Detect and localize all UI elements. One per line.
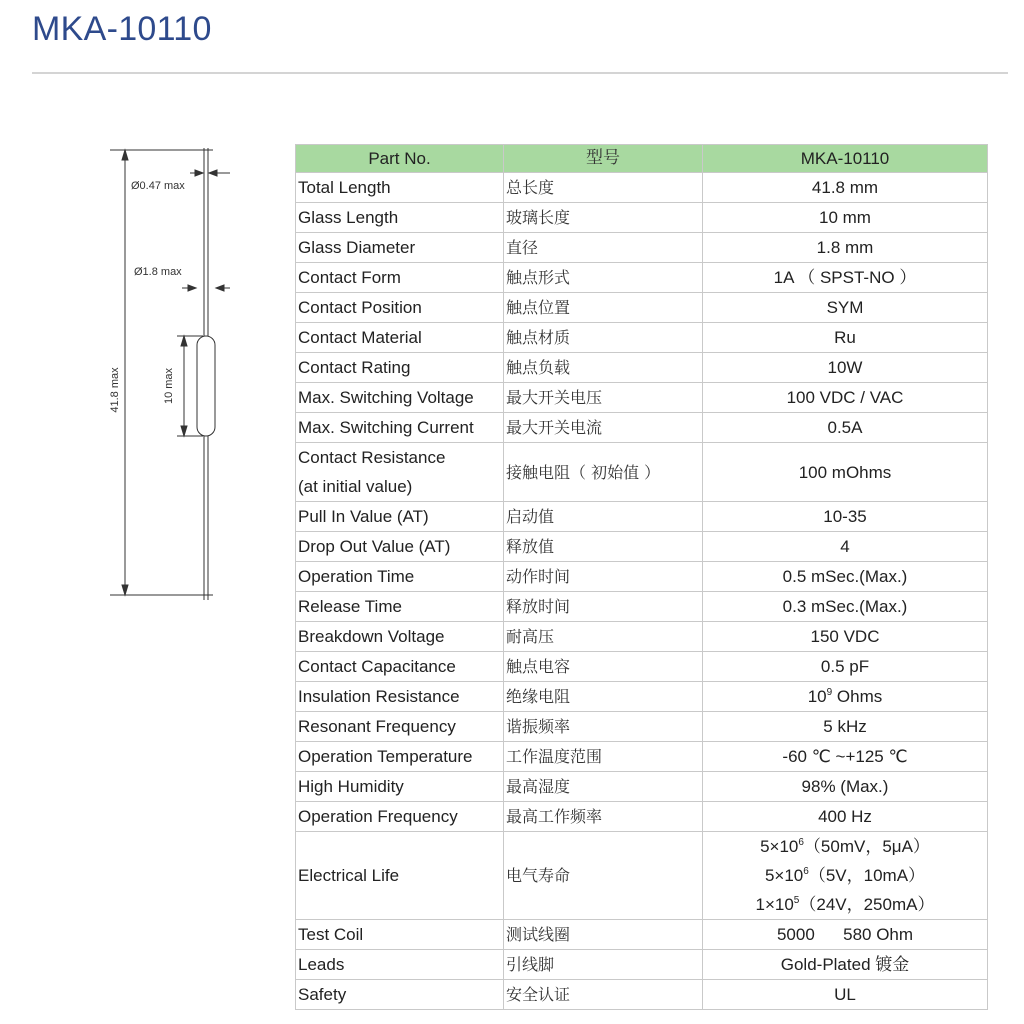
spec-value: 5 kHz <box>703 712 988 742</box>
spec-value: 400 Hz <box>703 802 988 832</box>
reed-switch-diagram <box>100 140 250 610</box>
header-model-value: MKA-10110 <box>703 145 988 173</box>
spec-label: Operation Time <box>296 562 504 592</box>
spec-value <box>703 832 988 920</box>
spec-value: 41.8 mm <box>703 173 988 203</box>
header-part-no: Part No. <box>296 145 504 173</box>
table-row <box>296 592 988 622</box>
spec-value: 0.3 mSec.(Max.) <box>703 592 988 622</box>
spec-label-cn: 触点位置 <box>504 293 703 323</box>
value-base: 5×10 <box>764 866 804 885</box>
spec-label: Max. Switching Current <box>296 413 504 443</box>
spec-value-line <box>705 861 985 890</box>
table-row <box>296 622 988 652</box>
table-row <box>296 353 988 383</box>
spec-value: UL <box>703 980 988 1010</box>
spec-value: 1.8 mm <box>703 233 988 263</box>
glass-body <box>197 336 215 436</box>
spec-label-cn: 触点负载 <box>504 353 703 383</box>
spec-label: Test Coil <box>296 920 504 950</box>
table-row <box>296 203 988 233</box>
value-exponent: 5 <box>793 895 800 906</box>
spec-value: 0.5 pF <box>703 652 988 682</box>
spec-label-cn: 最大开关电流 <box>504 413 703 443</box>
table-row <box>296 233 988 263</box>
spec-value: SYM <box>703 293 988 323</box>
spec-label: Insulation Resistance <box>296 682 504 712</box>
spec-label-cn: 绝缘电阻 <box>504 682 703 712</box>
spec-label-cn: 电气寿命 <box>504 832 703 920</box>
spec-label: Safety <box>296 980 504 1010</box>
value-condition: （5V，10mA） <box>808 866 926 885</box>
table-row <box>296 293 988 323</box>
spec-value: 10W <box>703 353 988 383</box>
spec-label-cn: 释放值 <box>504 532 703 562</box>
spec-label-cn: 引线脚 <box>504 950 703 980</box>
spec-value: 5000 580 Ohm <box>703 920 988 950</box>
spec-value: 0.5 mSec.(Max.) <box>703 562 988 592</box>
value-base: 1×10 <box>755 895 794 914</box>
table-row <box>296 742 988 772</box>
spec-value: 98% (Max.) <box>703 772 988 802</box>
header-model-cn: 型号 <box>504 145 703 173</box>
spec-label-cn: 谐振频率 <box>504 712 703 742</box>
spec-label-cn: 总长度 <box>504 173 703 203</box>
table-row <box>296 920 988 950</box>
value-condition: （50mV，5μA） <box>803 837 930 856</box>
spec-label: High Humidity <box>296 772 504 802</box>
spec-label-cn: 最高湿度 <box>504 772 703 802</box>
table-row <box>296 772 988 802</box>
spec-value: Ru <box>703 323 988 353</box>
spec-label-cn: 接触电阻（ 初始值 ） <box>504 443 703 502</box>
value-unit: Ohms <box>832 687 883 706</box>
title-divider <box>32 72 1008 74</box>
spec-value: 10 mm <box>703 203 988 233</box>
spec-value: 4 <box>703 532 988 562</box>
spec-label: Release Time <box>296 592 504 622</box>
spec-value-line <box>705 832 985 861</box>
spec-label-cn: 启动值 <box>504 502 703 532</box>
spec-value <box>703 682 988 712</box>
table-row <box>296 173 988 203</box>
table-row <box>296 562 988 592</box>
spec-label-cn: 最高工作频率 <box>504 802 703 832</box>
table-row <box>296 682 988 712</box>
spec-label-cn: 玻璃长度 <box>504 203 703 233</box>
table-row <box>296 980 988 1010</box>
spec-value-line <box>705 890 985 919</box>
page-title: MKA-10110 <box>32 10 212 48</box>
spec-label: Glass Diameter <box>296 233 504 263</box>
spec-label <box>296 443 504 502</box>
spec-value: -60 ℃ ~+125 ℃ <box>703 742 988 772</box>
lead-diameter-label: Ø0.47 max <box>131 180 185 192</box>
table-row <box>296 323 988 353</box>
spec-label-cn: 耐高压 <box>504 622 703 652</box>
table-row <box>296 802 988 832</box>
spec-label: Contact Rating <box>296 353 504 383</box>
spec-value: 0.5A <box>703 413 988 443</box>
table-row <box>296 263 988 293</box>
spec-label-cn: 最大开关电压 <box>504 383 703 413</box>
table-header-row <box>296 145 988 173</box>
spec-label: Resonant Frequency <box>296 712 504 742</box>
spec-value: 1A （ SPST-NO ） <box>703 263 988 293</box>
spec-label: Total Length <box>296 173 504 203</box>
spec-label: Pull In Value (AT) <box>296 502 504 532</box>
value-exponent: 6 <box>803 866 809 877</box>
spec-label: Breakdown Voltage <box>296 622 504 652</box>
table-row <box>296 443 988 502</box>
spec-label-cn: 触点材质 <box>504 323 703 353</box>
spec-label: Operation Frequency <box>296 802 504 832</box>
spec-label-line: Contact Resistance <box>298 448 446 467</box>
spec-label-cn: 释放时间 <box>504 592 703 622</box>
spec-label: Contact Capacitance <box>296 652 504 682</box>
spec-value: Gold-Plated 镀金 <box>703 950 988 980</box>
spec-label-cn: 触点电容 <box>504 652 703 682</box>
table-row <box>296 532 988 562</box>
spec-label: Contact Material <box>296 323 504 353</box>
table-row <box>296 413 988 443</box>
spec-label-cn: 安全认证 <box>504 980 703 1010</box>
spec-value: 100 mOhms <box>703 443 988 502</box>
table-row <box>296 383 988 413</box>
spec-label: Glass Length <box>296 203 504 233</box>
spec-label: Electrical Life <box>296 832 504 920</box>
spec-label-cn: 直径 <box>504 233 703 263</box>
value-exponent: 6 <box>798 837 804 848</box>
spec-label: Contact Position <box>296 293 504 323</box>
table-row <box>296 832 988 920</box>
spec-label-cn: 工作温度范围 <box>504 742 703 772</box>
spec-label: Leads <box>296 950 504 980</box>
value-condition: （24V，250mA） <box>799 895 935 914</box>
value-base: 5×10 <box>760 837 799 856</box>
spec-label-cn: 动作时间 <box>504 562 703 592</box>
spec-value: 100 VDC / VAC <box>703 383 988 413</box>
table-row <box>296 950 988 980</box>
table-row <box>296 502 988 532</box>
spec-label: Operation Temperature <box>296 742 504 772</box>
glass-diameter-label: Ø1.8 max <box>134 266 182 278</box>
spec-label: Drop Out Value (AT) <box>296 532 504 562</box>
glass-length-label: 10 max <box>163 367 175 405</box>
table-row <box>296 712 988 742</box>
table-row <box>296 652 988 682</box>
spec-value: 10-35 <box>703 502 988 532</box>
spec-label: Max. Switching Voltage <box>296 383 504 413</box>
spec-label: Contact Form <box>296 263 504 293</box>
spec-label-cn: 触点形式 <box>504 263 703 293</box>
value-base: 10 <box>807 687 827 706</box>
spec-label-cn: 测试线圈 <box>504 920 703 950</box>
total-length-label: 41.8 max <box>109 367 121 413</box>
spec-label-line: (at initial value) <box>298 477 413 496</box>
value-exponent: 9 <box>826 687 833 698</box>
spec-table <box>295 144 988 1010</box>
spec-value: 150 VDC <box>703 622 988 652</box>
